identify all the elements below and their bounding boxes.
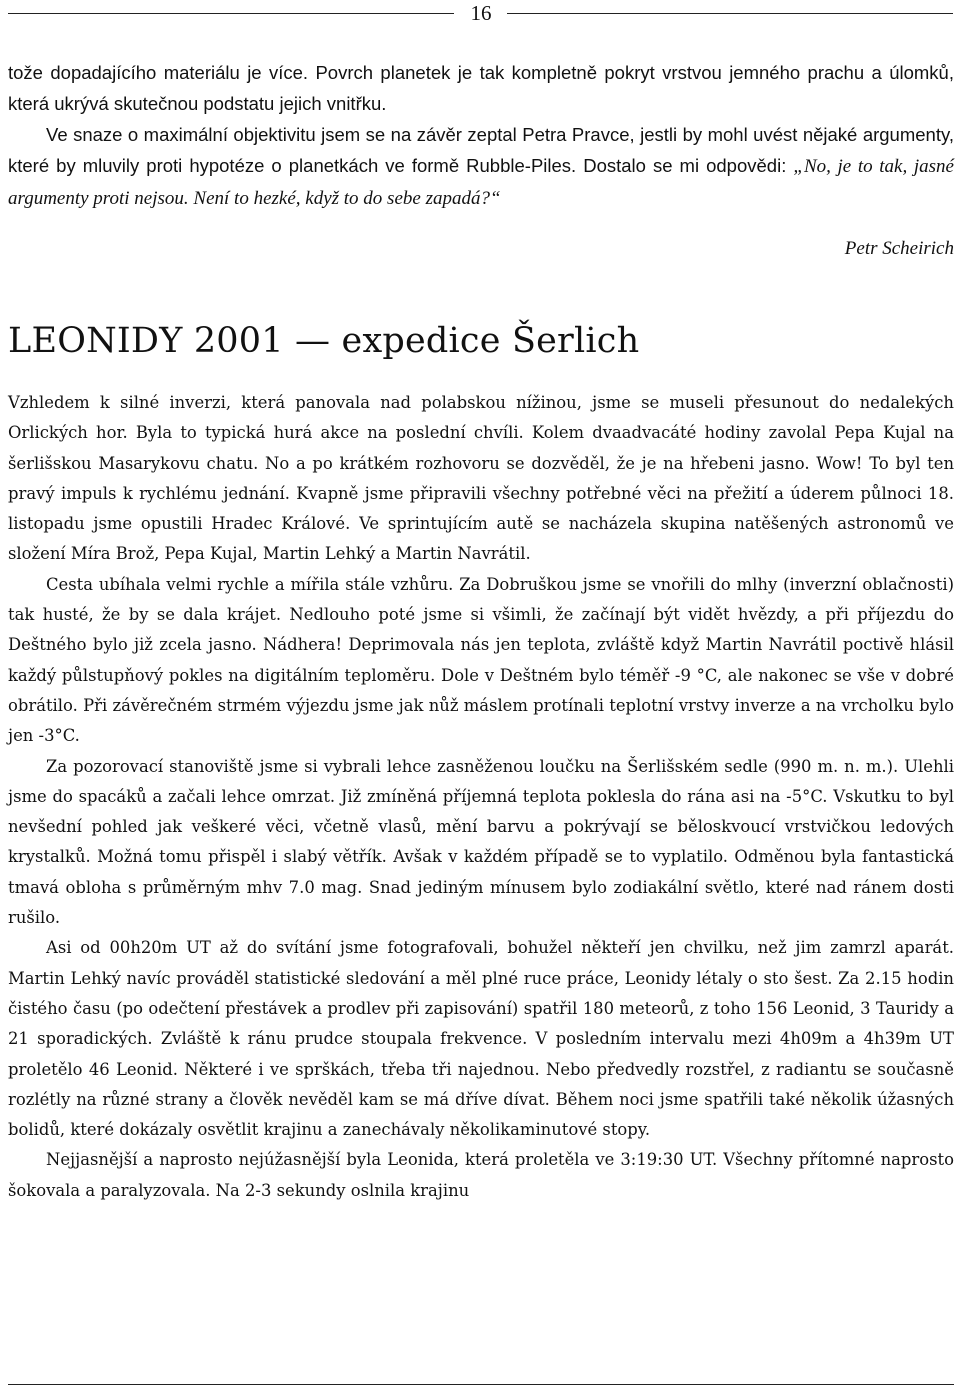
header-rule-right: [507, 13, 953, 14]
author-signature: Petr Scheirich: [844, 238, 954, 259]
previous-article-ending: [8, 57, 954, 214]
footer-rule: [8, 1384, 954, 1385]
article-paragraph: Za pozorovací stanoviště jsme si vybrali lehce zasněženou loučku na Šerlišském sedle (990 m. n. m.). Ulehli jsme do spacáků a začali lehce omrzat. Již zmíněná příjemná teplota poklesla do rána asi na -5°C. Vskutku to byl nevšední pohled jak veškeré věci, včetně vlasů, mění barvu a pokrývají se běloskvoucí vrstvičkou ledových krystalků. Možná tomu přispěl i slabý větřík. Avšak v každém případě se to vyplatilo. Odměnou byla fantastická tmavá obloha s průměrným mhv 7.0 mag. Snad jediným mínusem bylo zodiakální světlo, které nad ránem dosti rušilo.: [8, 756, 954, 928]
article-paragraph: Nejjasnější a naprosto nejúžasnější byla Leonida, která proletěla ve 3:19:30 UT. Všechny přítomné naprosto šokovala a paralyzovala. Na 2-3 sekundy oslnila krajinu: [8, 1150, 954, 1200]
header-rule-left: [8, 13, 454, 14]
intro-paragraph: tože dopadajícího materiálu je více. Povrch planetek je tak kompletně pokryt vrstvou jemného prachu a úlomků, která ukrývá skutečnou podstatu jejich vnitřku.: [8, 62, 954, 114]
article-paragraph: Vzhledem k silné inverzi, která panovala nad polabskou nížinou, jsme se museli přesunout do nedalekých Orlických hor. Byla to typická hurá akce na poslední chvíli. Kolem dvaadvacáté hodiny zavolal Pepa Kujal na šerlišskou Masarykovu chatu. No a po krátkém rozhovoru se dozvěděl, že je na hřebeni jasno. Wow! To byl ten pravý impuls k rychlému jednání. Kvapně jsme připravili všechny potřebné věci na přežití a úderem půlnoci 18. listopadu jsme opustili Hradec Králové. Ve sprintujícím autě se nacházela skupina natěšených astronomů ve složení Míra Brož, Pepa Kujal, Martin Lehký a Martin Navrátil.: [8, 393, 954, 564]
page-number: 16: [470, 1, 492, 25]
article-paragraph: Asi od 00h20m UT až do svítání jsme fotografovali, bohužel někteří jen chvilku, než jim zamrzl aparát. Martin Lehký navíc prováděl statistické sledování a měl plné ruce práce, Leonidy létaly o sto šest. Za 2.15 hodin čistého času (po odečtení přestávek a prodlev při zapisování) spatřil 180 meteorů, z toho 156 Leonid, 3 Tauridy a 21 sporadických. Zvláště k ránu prudce stoupala frekvence. V posledním intervalu mezi 4h09m a 4h39m UT proletělo 46 Leonid. Některé i ve sprškách, třeba tři najednou. Nebo předvedly rozstřel, z radiantu se současně rozlétly na různé strany a člověk nevěděl kam se má dříve dívat. Během noci jsme spatřili také několik úžasných bolidů, které dokázaly osvětlit krajinu a zanechávaly několikaminutové stopy.: [8, 938, 954, 1140]
article-body: [8, 388, 954, 1206]
article-paragraph: Cesta ubíhala velmi rychle a mířila stále vzhůru. Za Dobruškou jsme se vnořili do mlhy (inverzní oblačnosti) tak husté, že by se dala krájet. Nedlouho poté jsme si všimli, že začínají být vidět hvězdy, a při příjezdu do Deštného bylo již zcela jasno. Nádhera! Deprimovala nás jen teplota, zvláště když Martin Navrátil poctivě hlásil každý půlstupňový pokles na digitálním teploměru. Dole v Deštném bylo téměř -9 °C, ale nakonec se vše v dobré obrátilo. Při závěrečném strmém výjezdu jsme jak nůž máslem protínali teplotní vrstvy inverze a na vrcholku bylo jen -3°C.: [8, 574, 954, 746]
intro-paragraph-text: Ve snaze o maximální objektivitu jsem se na závěr zeptal Petra Pravce, jestli by mohl uvést nějaké argumenty, které by mluvily proti hypotéze o planetkách ve formě Rubble-Piles. Dostalo se mi odpovědi:: [8, 124, 954, 176]
interview-quote: „No, je to tak, jasné argumenty proti nejsou. Není to hezké, když to do sebe zapadá?“: [8, 156, 954, 209]
intro-paragraph-with-quote: [8, 119, 954, 214]
article-title: LEONIDY 2001 — expedice Šerlich: [8, 321, 640, 361]
